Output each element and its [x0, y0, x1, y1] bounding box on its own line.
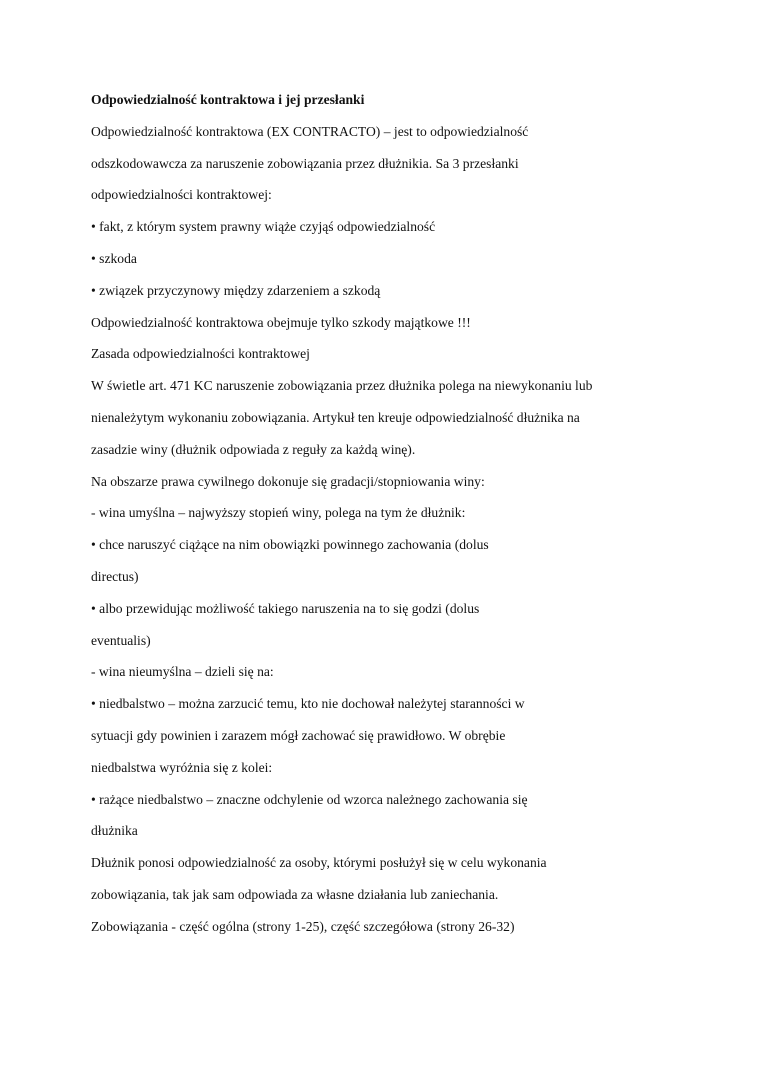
text-line: • szkoda	[91, 251, 137, 266]
text-line: • fakt, z którym system prawny wiąże czyjąś odpowiedzialność	[91, 219, 436, 235]
text-line: - wina nieumyślna – dzieli się na:	[91, 664, 274, 680]
text-line: Zobowiązania - część ogólna (strony 1-25), część szczegółowa (strony 26-32)	[91, 918, 515, 934]
text-line: niedbalstwa wyróżnia się z kolei:	[91, 759, 273, 775]
text-line: sytuacji gdy powinien i zarazem mógł zachować się prawidłowo. W obrębie	[91, 728, 506, 743]
text-line: zasadzie winy (dłużnik odpowiada z reguły za każdą winę).	[91, 441, 416, 457]
text-line: • rażące niedbalstwo – znaczne odchylenie od wzorca należnego zachowania się	[91, 791, 528, 807]
text-line: Na obszarze prawa cywilnego dokonuje się gradacji/stopniowania winy:	[91, 473, 485, 489]
text-line: W świetle art. 471 KC naruszenie zobowiązania przez dłużnika polega na niewykonaniu lub	[91, 378, 593, 394]
text-line: nienależytym wykonaniu zobowiązania. Artykuł ten kreuje odpowiedzialność dłużnika na	[91, 410, 580, 425]
text-line: - wina umyślna – najwyższy stopień winy, polega na tym że dłużnik:	[91, 505, 466, 521]
text-line: odszkodowawcza za naruszenie zobowiązania przez dłużnikia. Sa 3 przesłanki	[91, 155, 519, 171]
text-line: odpowiedzialności kontraktowej:	[91, 187, 272, 203]
text-line: Dłużnik ponosi odpowiedzialność za osoby, którymi posłużył się w celu wykonania	[91, 855, 547, 871]
document-title: Odpowiedzialność kontraktowa i jej przesłanki	[91, 92, 365, 107]
text-line: • albo przewidując możliwość takiego naruszenia na to się godzi (dolus	[91, 600, 480, 616]
text-line: zobowiązania, tak jak sam odpowiada za własne działania lub zaniechania.	[91, 887, 499, 902]
text-line: • związek przyczynowy między zdarzeniem a szkodą	[91, 282, 381, 298]
text-line: Odpowiedzialność kontraktowa obejmuje tylko szkody majątkowe !!!	[91, 314, 471, 330]
text-line: eventualis)	[91, 632, 151, 648]
text-line: dłużnika	[91, 823, 138, 839]
text-line: Zasada odpowiedzialności kontraktowej	[91, 346, 310, 362]
text-line: • niedbalstwo – można zarzucić temu, kto nie dochował należytej staranności w	[91, 696, 525, 712]
text-line: • chce naruszyć ciążące na nim obowiązki powinnego zachowania (dolus	[91, 537, 489, 553]
text-line: Odpowiedzialność kontraktowa (EX CONTRACTO) – jest to odpowiedzialność	[91, 123, 529, 139]
text-line: directus)	[91, 569, 139, 584]
